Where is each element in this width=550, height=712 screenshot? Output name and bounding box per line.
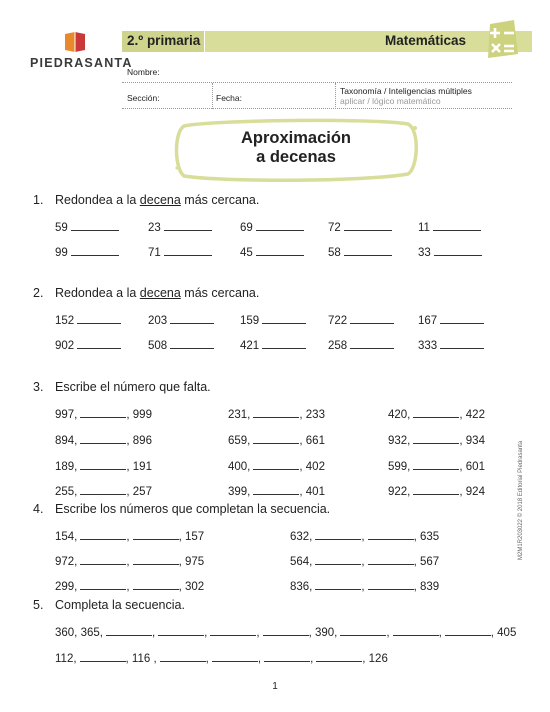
item-text: 333 bbox=[418, 340, 438, 352]
answer-blank[interactable] bbox=[212, 651, 258, 662]
item-text: 159 bbox=[240, 315, 260, 327]
answer-blank[interactable] bbox=[440, 313, 484, 324]
item-text: 23 bbox=[148, 222, 161, 234]
missing-number-item bbox=[55, 433, 152, 447]
item-text: , 567 bbox=[413, 556, 440, 568]
rounding-item bbox=[240, 220, 304, 234]
item-text: , bbox=[126, 556, 130, 568]
missing-number-item bbox=[388, 459, 485, 473]
missing-number-item bbox=[228, 484, 325, 498]
rounding-item bbox=[418, 245, 482, 259]
item-text: 420, bbox=[388, 409, 411, 421]
exercise-text: Redondea a la decena más cercana. bbox=[55, 193, 260, 207]
section-line bbox=[122, 108, 512, 109]
answer-blank[interactable] bbox=[164, 220, 212, 231]
answer-blank[interactable] bbox=[340, 625, 386, 636]
answer-blank[interactable] bbox=[256, 245, 304, 256]
sequence-item bbox=[55, 529, 204, 543]
item-text: , 116 , bbox=[125, 653, 157, 665]
item-text: 564, bbox=[290, 556, 313, 568]
exercise-3-heading bbox=[33, 380, 433, 396]
item-text: 399, bbox=[228, 486, 251, 498]
grade-label: 2.º primaria bbox=[127, 33, 201, 48]
answer-blank[interactable] bbox=[170, 313, 214, 324]
answer-blank[interactable] bbox=[344, 220, 392, 231]
item-text: , 157 bbox=[178, 531, 205, 543]
answer-blank[interactable] bbox=[445, 625, 491, 636]
rounding-item bbox=[240, 313, 306, 327]
missing-number-item bbox=[55, 407, 152, 421]
item-text: , 422 bbox=[459, 409, 485, 421]
item-text: 69 bbox=[240, 222, 253, 234]
sequence-row bbox=[55, 651, 388, 665]
page-title bbox=[172, 129, 420, 167]
item-text: 360, 365, bbox=[55, 627, 103, 639]
item-text: 112, bbox=[55, 653, 77, 665]
item-text: 203 bbox=[148, 315, 168, 327]
item-text: , 401 bbox=[299, 486, 325, 498]
item-text: 255, bbox=[55, 486, 78, 498]
taxonomy-value: aplicar / lógico matemático bbox=[340, 96, 441, 106]
sequence-item bbox=[290, 529, 439, 543]
answer-blank[interactable] bbox=[413, 433, 459, 444]
answer-blank[interactable] bbox=[71, 220, 119, 231]
answer-blank[interactable] bbox=[253, 484, 299, 495]
exercise-text: Completa la secuencia. bbox=[55, 598, 185, 612]
answer-blank[interactable] bbox=[256, 220, 304, 231]
item-text: , 924 bbox=[459, 486, 485, 498]
answer-blank[interactable] bbox=[160, 651, 206, 662]
item-text: 932, bbox=[388, 435, 411, 447]
answer-blank[interactable] bbox=[80, 529, 126, 540]
exercise-number: 2. bbox=[33, 286, 44, 300]
missing-number-item bbox=[228, 433, 325, 447]
item-text: , bbox=[361, 556, 365, 568]
answer-blank[interactable] bbox=[316, 651, 362, 662]
item-text: 154, bbox=[55, 531, 78, 543]
answer-blank[interactable] bbox=[315, 529, 361, 540]
rounding-item bbox=[55, 220, 119, 234]
rounding-item bbox=[418, 338, 484, 352]
answer-blank[interactable] bbox=[77, 338, 121, 349]
answer-blank[interactable] bbox=[170, 338, 214, 349]
item-text: , bbox=[204, 627, 208, 639]
item-text: 152 bbox=[55, 315, 75, 327]
answer-blank[interactable] bbox=[368, 529, 414, 540]
item-text: 72 bbox=[328, 222, 341, 234]
answer-blank[interactable] bbox=[164, 245, 212, 256]
item-text: 167 bbox=[418, 315, 438, 327]
item-text: , bbox=[151, 627, 156, 639]
answer-blank[interactable] bbox=[315, 554, 361, 565]
subject-label: Matemáticas bbox=[385, 33, 467, 48]
item-text: , bbox=[310, 653, 314, 665]
missing-number-item bbox=[388, 433, 485, 447]
section-label: Sección: bbox=[127, 93, 160, 103]
item-text: , 839 bbox=[413, 581, 440, 593]
item-text: , bbox=[256, 627, 260, 639]
rounding-item bbox=[148, 338, 214, 352]
item-text: 299, bbox=[55, 581, 78, 593]
exercise-4-heading bbox=[33, 502, 473, 518]
sequence-item bbox=[55, 554, 204, 568]
divider bbox=[335, 83, 336, 109]
rounding-item bbox=[148, 220, 212, 234]
exercise-2-heading bbox=[33, 286, 433, 302]
rounding-item bbox=[148, 245, 212, 259]
exercise-1-heading bbox=[33, 193, 433, 209]
item-text: , bbox=[205, 653, 209, 665]
item-text: , 126 bbox=[362, 653, 388, 665]
missing-number-item bbox=[228, 459, 325, 473]
answer-blank[interactable] bbox=[368, 554, 414, 565]
rounding-item bbox=[55, 245, 119, 259]
item-text: 972, bbox=[55, 556, 78, 568]
answer-blank[interactable] bbox=[80, 579, 126, 590]
item-text: , 896 bbox=[126, 435, 152, 447]
item-text: , bbox=[438, 627, 442, 639]
answer-blank[interactable] bbox=[133, 554, 179, 565]
exercise-number: 4. bbox=[33, 502, 44, 516]
item-text: 71 bbox=[148, 247, 161, 259]
answer-blank[interactable] bbox=[80, 459, 126, 470]
date-label: Fecha: bbox=[216, 93, 242, 103]
answer-blank[interactable] bbox=[158, 625, 204, 636]
answer-blank[interactable] bbox=[77, 313, 121, 324]
answer-blank[interactable] bbox=[433, 220, 481, 231]
rounding-item bbox=[328, 245, 392, 259]
item-text: , 402 bbox=[299, 461, 325, 473]
sequence-item bbox=[55, 579, 204, 593]
exercise-text: Redondea a la decena más cercana. bbox=[55, 286, 260, 300]
item-text: 599, bbox=[388, 461, 411, 473]
answer-blank[interactable] bbox=[264, 651, 310, 662]
item-text: , bbox=[361, 531, 365, 543]
answer-blank[interactable] bbox=[263, 625, 309, 636]
answer-blank[interactable] bbox=[344, 245, 392, 256]
item-text: 922, bbox=[388, 486, 411, 498]
item-text: , 934 bbox=[459, 435, 485, 447]
item-text: , 302 bbox=[178, 581, 205, 593]
name-label: Nombre: bbox=[127, 67, 160, 77]
answer-blank[interactable] bbox=[253, 433, 299, 444]
item-text: 258 bbox=[328, 340, 348, 352]
item-text: 836, bbox=[290, 581, 313, 593]
item-text: , 233 bbox=[299, 409, 325, 421]
answer-blank[interactable] bbox=[80, 554, 126, 565]
item-text: , 257 bbox=[126, 486, 152, 498]
rounding-item bbox=[418, 313, 484, 327]
answer-blank[interactable] bbox=[80, 484, 126, 495]
answer-blank[interactable] bbox=[393, 625, 439, 636]
exercise-5-heading bbox=[33, 598, 433, 614]
exercise-number: 3. bbox=[33, 380, 44, 394]
item-text: , 405 bbox=[490, 627, 517, 639]
item-text: , bbox=[257, 653, 262, 665]
missing-number-item bbox=[55, 484, 152, 498]
sequence-row bbox=[55, 625, 516, 639]
answer-blank[interactable] bbox=[262, 338, 306, 349]
answer-blank[interactable] bbox=[413, 459, 459, 470]
answer-blank[interactable] bbox=[315, 579, 361, 590]
rounding-item bbox=[328, 220, 392, 234]
item-text: 45 bbox=[240, 247, 253, 259]
math-operations-icon bbox=[484, 20, 520, 60]
answer-blank[interactable] bbox=[80, 651, 126, 662]
item-text: , bbox=[386, 627, 390, 639]
divider bbox=[212, 83, 213, 109]
rounding-item bbox=[55, 338, 121, 352]
exercise-text: Escribe el número que falta. bbox=[55, 380, 211, 394]
missing-number-item bbox=[388, 407, 485, 421]
answer-blank[interactable] bbox=[413, 407, 459, 418]
answer-blank[interactable] bbox=[210, 625, 256, 636]
taxonomy-label: Taxonomía / Inteligencias múltiples bbox=[340, 86, 472, 96]
logo-text: PIEDRASANTA bbox=[30, 56, 133, 70]
item-text: 997, bbox=[55, 409, 78, 421]
answer-blank[interactable] bbox=[80, 433, 126, 444]
item-text: 99 bbox=[55, 247, 68, 259]
item-text: , 635 bbox=[413, 531, 440, 543]
item-text: , 601 bbox=[459, 461, 485, 473]
item-text: 659, bbox=[228, 435, 251, 447]
answer-blank[interactable] bbox=[253, 407, 299, 418]
item-text: , bbox=[126, 531, 130, 543]
missing-number-item bbox=[388, 484, 485, 498]
item-text: , bbox=[126, 581, 130, 593]
item-text: 59 bbox=[55, 222, 68, 234]
rounding-item bbox=[55, 313, 121, 327]
item-text: , 191 bbox=[126, 461, 152, 473]
item-text: 722 bbox=[328, 315, 348, 327]
item-text: 400, bbox=[228, 461, 251, 473]
answer-blank[interactable] bbox=[106, 625, 152, 636]
answer-blank[interactable] bbox=[413, 484, 459, 495]
answer-blank[interactable] bbox=[253, 459, 299, 470]
item-text: 189, bbox=[55, 461, 78, 473]
sequence-item bbox=[290, 579, 439, 593]
title-line2: a decenas bbox=[256, 148, 336, 166]
item-text: 632, bbox=[290, 531, 313, 543]
answer-blank[interactable] bbox=[80, 407, 126, 418]
item-text: , 999 bbox=[126, 409, 152, 421]
answer-blank[interactable] bbox=[350, 313, 394, 324]
missing-number-item bbox=[228, 407, 325, 421]
exercise-number: 1. bbox=[33, 193, 44, 207]
item-text: 11 bbox=[418, 222, 430, 234]
rounding-item bbox=[240, 245, 304, 259]
piedrasanta-logo-icon bbox=[63, 30, 87, 54]
answer-blank[interactable] bbox=[262, 313, 306, 324]
item-text: 508 bbox=[148, 340, 168, 352]
exercise-text: Escribe los números que completan la secuencia. bbox=[55, 502, 331, 516]
answer-blank[interactable] bbox=[368, 579, 414, 590]
answer-blank[interactable] bbox=[133, 579, 179, 590]
item-text: 231, bbox=[228, 409, 251, 421]
answer-blank[interactable] bbox=[434, 245, 482, 256]
answer-blank[interactable] bbox=[440, 338, 484, 349]
answer-blank[interactable] bbox=[133, 529, 179, 540]
sequence-item bbox=[290, 554, 439, 568]
answer-blank[interactable] bbox=[350, 338, 394, 349]
rounding-item bbox=[148, 313, 214, 327]
item-text: 58 bbox=[328, 247, 341, 259]
item-text: , 661 bbox=[299, 435, 325, 447]
item-text: 902 bbox=[55, 340, 75, 352]
exercise-number: 5. bbox=[33, 598, 44, 612]
item-text: , bbox=[361, 581, 365, 593]
title-line1: Aproximación bbox=[240, 129, 352, 147]
missing-number-item bbox=[55, 459, 152, 473]
answer-blank[interactable] bbox=[71, 245, 119, 256]
item-text: 894, bbox=[55, 435, 78, 447]
rounding-item bbox=[328, 338, 394, 352]
page-number: 1 bbox=[272, 681, 278, 692]
item-text: 421 bbox=[240, 340, 260, 352]
copyright-side-text: M2M1R203022 © 2018 Editorial Piedrasanta bbox=[518, 440, 524, 560]
item-text: , 390, bbox=[308, 627, 338, 639]
rounding-item bbox=[328, 313, 394, 327]
item-text: 33 bbox=[418, 247, 431, 259]
name-line bbox=[122, 82, 512, 83]
rounding-item bbox=[418, 220, 481, 234]
item-text: , 975 bbox=[178, 556, 205, 568]
rounding-item bbox=[240, 338, 306, 352]
